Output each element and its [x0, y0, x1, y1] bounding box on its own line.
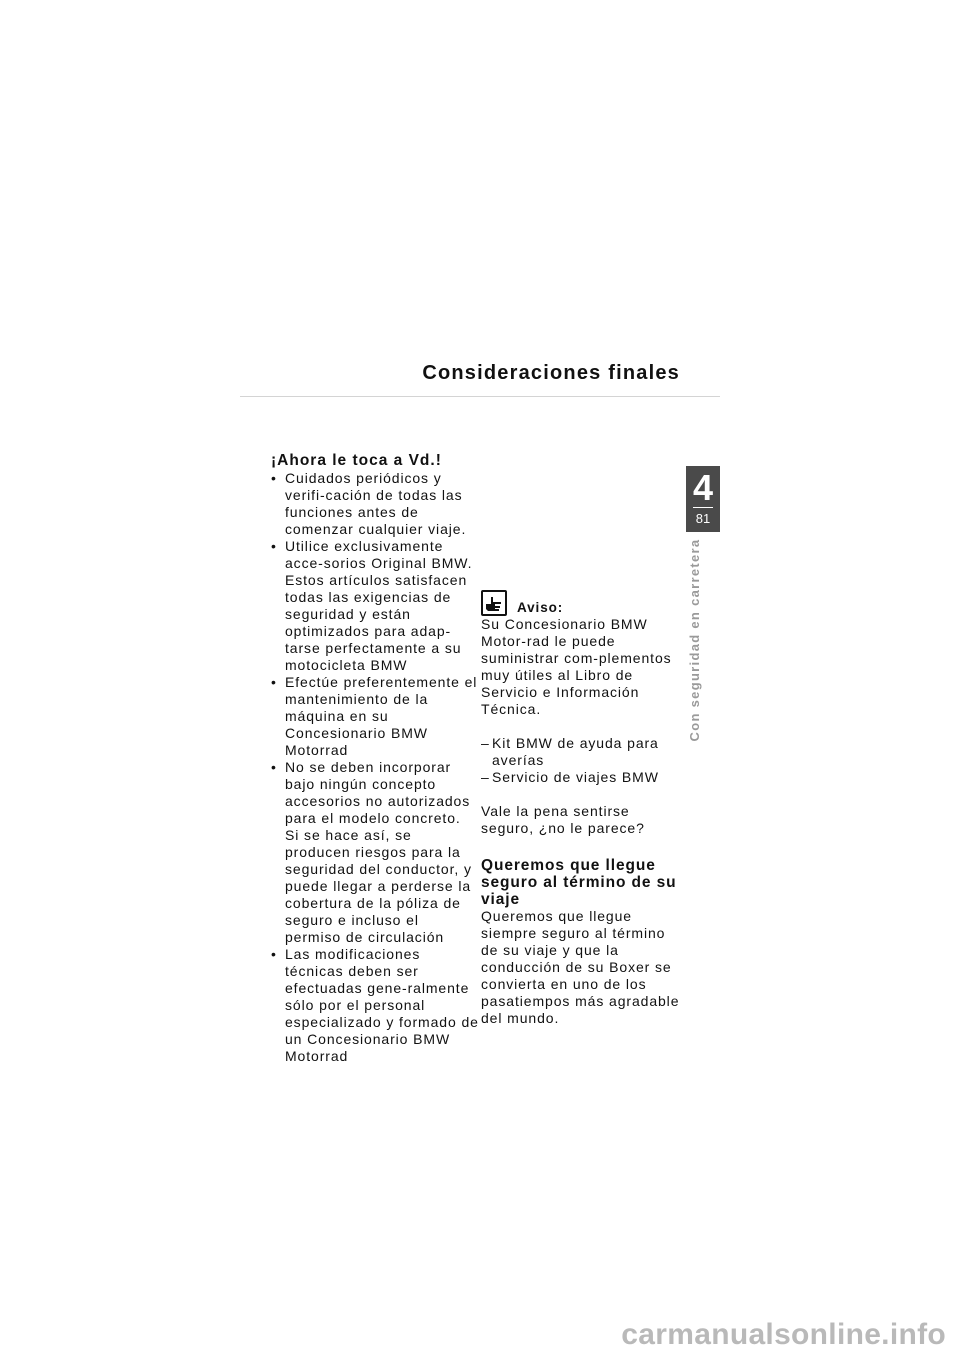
pointing-hand-note-icon	[481, 590, 507, 616]
left-column	[271, 452, 479, 1065]
bullet-list	[271, 470, 479, 1065]
list-item: – Kit BMW de ayuda para averías	[481, 735, 686, 769]
page-title: Consideraciones finales	[422, 362, 680, 384]
list-item: • Las modificaciones técnicas deben ser efectuadas gene-ralmente sólo por el personal especializado y formado de un Concesionario BMW Motorrad	[271, 946, 479, 1065]
notice-text: Su Concesionario BMW Motor-rad le puede suministrar com-plementos muy útiles al Libro de Servicio e Información Técnica.	[481, 616, 672, 717]
notice-header	[481, 590, 686, 616]
list-item: • No se deben incorporar bajo ningún concepto accesorios no autorizados para el modelo concreto. Si se hace así, se producen riesgos para la seguridad del conductor, y puede llegar a perderse la cobertura de la póliza de seguro e incluso el permiso de circulación	[271, 759, 479, 946]
page-number: 81	[695, 511, 711, 526]
section-side-label: Con seguridad en carretera	[687, 538, 702, 742]
chapter-divider	[693, 507, 713, 508]
section-heading-2: Queremos que llegue seguro al término de su viaje	[481, 857, 677, 908]
closing-text: Vale la pena sentirse seguro, ¿no le parece?	[481, 803, 645, 836]
dash-list	[481, 735, 686, 786]
right-column	[481, 590, 686, 1027]
chapter-number: 4	[692, 467, 714, 508]
final-text: Queremos que llegue siempre seguro al término de su viaje y que la conducción de su Boxer se convierta en uno de los pasatiempos más agradable del mundo.	[481, 908, 680, 1026]
list-item: • Efectúe preferentemente el mantenimiento de la máquina en su Concesionario BMW Motorrad	[271, 674, 479, 759]
list-item: • Cuidados periódicos y verifi-cación de todas las funciones antes de comenzar cualquier viaje.	[271, 470, 479, 538]
notice-label: Aviso:	[517, 600, 564, 615]
list-item: • Utilice exclusivamente acce-sorios Original BMW. Estos artículos satisfacen todas las exigencias de seguridad y están optimizados para adap-tarse perfectamente a su motocicleta BMW	[271, 538, 479, 674]
list-item: – Servicio de viajes BMW	[481, 769, 686, 786]
watermark: carmanualsonline.info	[621, 1318, 946, 1351]
title-divider	[240, 396, 720, 397]
section-heading: ¡Ahora le toca a Vd.!	[271, 452, 442, 469]
